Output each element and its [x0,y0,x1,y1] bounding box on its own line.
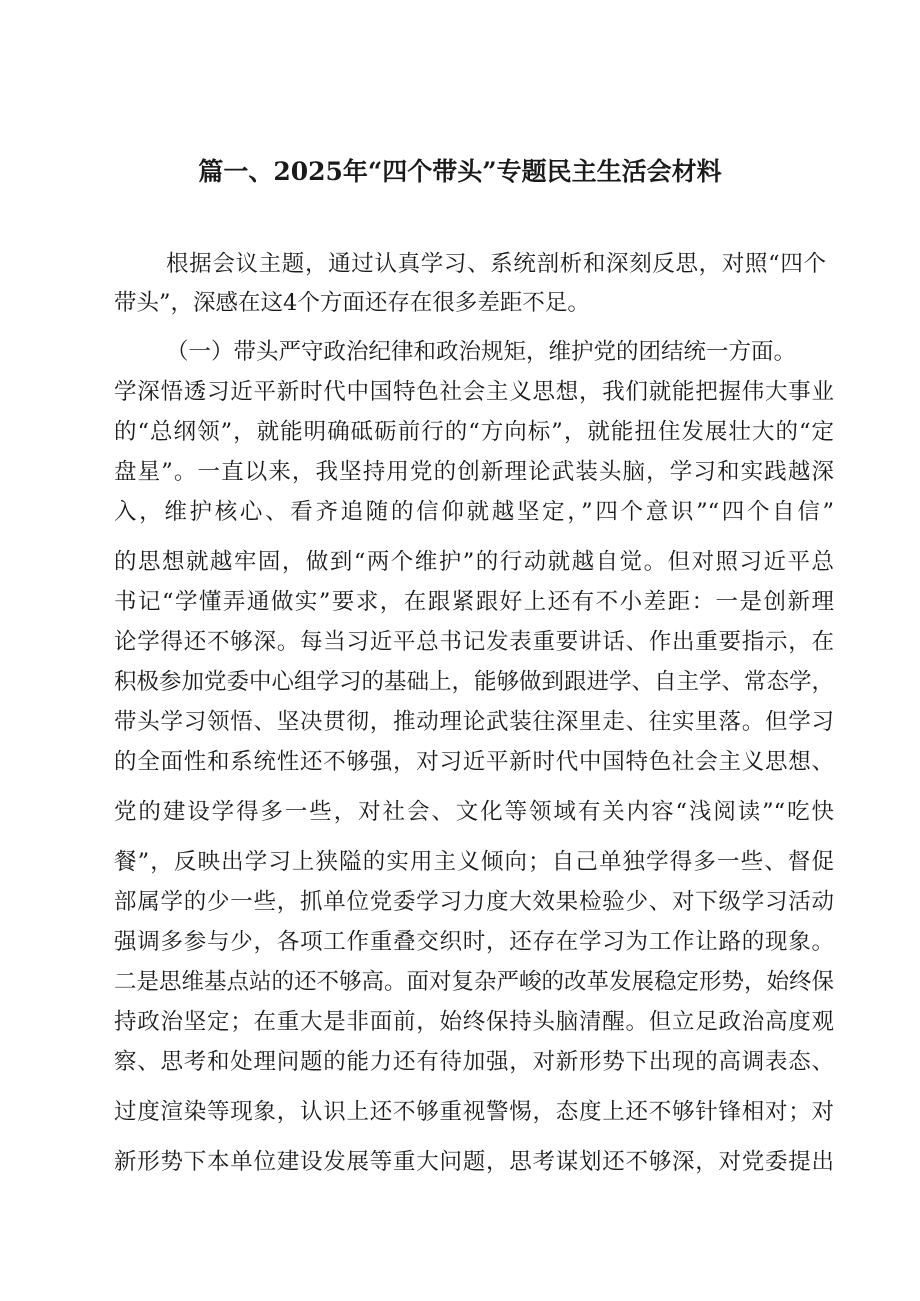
body-text-line: 持政治坚定；在重大是非面前，始终保持头脑清醒。但立足政治高度观 [114,1009,834,1035]
body-text-line: 的思想就越牢固，做到“两个维护”的行动就越自觉。但对照习近平总 [114,549,834,575]
body-text-line: 入，维护核心、看齐追随的信仰就越坚定，”四个意识”“四个自信” [114,499,834,525]
body-text-line: 盘星”。一直以来，我坚持用党的创新理论武装头脑，学习和实践越深 [114,459,834,485]
body-text-line: 新形势下本单位建设发展等重大问题，思考谋划还不够深，对党委提出 [114,1149,834,1175]
body-text-line: 带头”，深感在这4个方面还存在很多差距不足。 [114,290,590,316]
body-text-line: 党的建设学得多一些，对社会、文化等领域有关内容“浅阅读”“吃快 [114,799,834,825]
body-text-line: 学深悟透习近平新时代中国特色社会主义思想，我们就能把握伟大事业 [114,379,834,405]
body-text-line: 积极参加党委中心组学习的基础上，能够做到跟进学、自主学、常态学， [114,669,835,695]
body-text-line: 过度渲染等现象，认识上还不够重视警惕，态度上还不够针锋相对；对 [114,1099,834,1125]
document-title: 篇一、2025年“四个带头”专题民主生活会材料 [198,157,722,186]
body-text-line: 书记“学懂弄通做实”要求，在跟紧跟好上还有不小差距：一是创新理 [114,589,834,615]
body-text-line: 察、思考和处理问题的能力还有待加强，对新形势下出现的高调表态、 [114,1049,834,1075]
body-text-line: 带头学习领悟、坚决贯彻，推动理论武装往深里走、往实里落。但学习 [114,709,834,735]
body-text-line: 的全面性和系统性还不够强，对习近平新时代中国特色社会主义思想、 [114,749,834,775]
section-heading: （一）带头严守政治纪律和政治规矩，维护党的团结统一方面。 [166,339,797,365]
body-text-line: 二是思维基点站的还不够高。面对复杂严峻的改革发展稳定形势，始终保 [114,969,835,995]
body-text-line: 的“总纲领”，就能明确砥砺前行的“方向标”，就能扭住发展壮大的“定 [114,419,834,445]
body-text-line: 餐”，反映出学习上狭隘的实用主义倾向；自己单独学得多一些、督促 [114,849,834,875]
body-text-line: 强调多参与少，各项工作重叠交织时，还存在学习为工作让路的现象。 [114,929,834,955]
body-text-line: 论学得还不够深。每当习近平总书记发表重要讲话、作出重要指示，在 [114,629,834,655]
body-text-line: 部属学的少一些，抓单位党委学习力度大效果检验少、对下级学习活动 [114,889,834,915]
body-text-line: 根据会议主题，通过认真学习、系统剖析和深刻反思，对照“四个 [166,251,826,277]
